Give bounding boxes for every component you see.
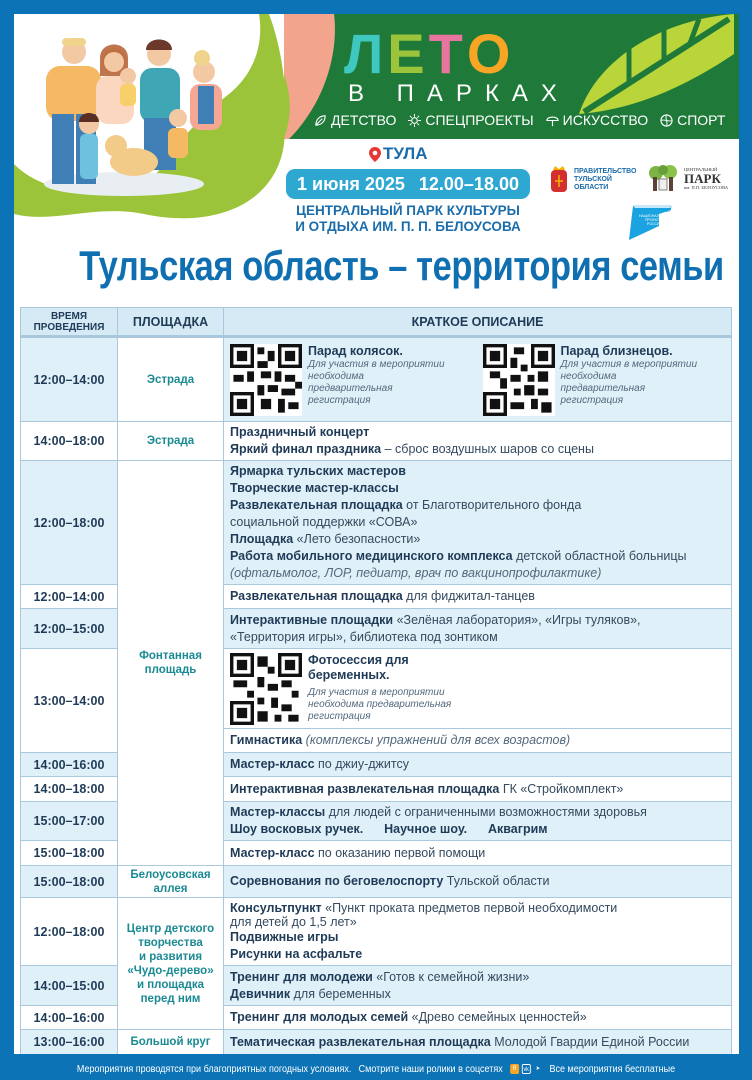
logo-letter: О: [466, 22, 515, 85]
event-note: (комплексы упражнений для всех возрастов): [302, 733, 571, 747]
gov-logo-text: ПРАВИТЕЛЬСТВО: [574, 168, 637, 175]
time-cell: 13:00–16:00: [21, 1030, 118, 1055]
footer-bar: [38, 1058, 715, 1080]
place-name: творчества: [138, 936, 203, 949]
category-special-projects: [408, 112, 533, 128]
logo-letter: Л: [344, 22, 388, 85]
venue-line: ЦЕНТРАЛЬНЫЙ ПАРК КУЛЬТУРЫ: [296, 203, 520, 218]
place-cell: Эстрада: [118, 337, 224, 422]
place-cell: [118, 461, 224, 866]
description-cell: [224, 777, 732, 802]
place-name: площадь: [144, 664, 197, 676]
event-detail: социальной поддержки «СОВА»: [230, 515, 418, 529]
event-detail: «Лето безопасности»: [293, 532, 421, 546]
event-date: 1 июня 2025: [297, 173, 405, 194]
event-name: Интерактивная развлекательная площадка: [230, 781, 500, 796]
time-cell: 14:00–18:00: [21, 777, 118, 802]
event-detail: для детей до 1,5 лет»: [230, 914, 357, 929]
time-cell: 14:00–16:00: [21, 1006, 118, 1030]
time-cell: 14:00–18:00: [21, 422, 118, 461]
event-detail: по джиу-джитсу: [314, 757, 409, 771]
note-line: предварительная: [308, 382, 393, 394]
place-cell: [118, 898, 224, 1030]
time-cell: 12:00–14:00: [21, 337, 118, 422]
event-time: 12.00–18.00: [418, 173, 519, 194]
table-row: [21, 898, 732, 966]
place-name: и развития: [138, 950, 203, 963]
time-cell: 12:00–15:00: [21, 609, 118, 649]
event-detail: для фиджитал-танцев: [402, 589, 535, 603]
poster: [14, 14, 739, 1054]
event-detail: Молодой Гвардии Единой России: [490, 1034, 690, 1049]
schedule-table: [20, 307, 732, 1054]
event-detail: для людей с ограниченными возможностями здоровья: [325, 805, 647, 819]
qr-event-title: Парад близнецов.: [560, 343, 673, 358]
logo-subtitle: В ПАРКАХ: [348, 80, 570, 107]
qr-code-icon[interactable]: [483, 344, 555, 416]
place-name: аллея: [153, 882, 188, 895]
sun-icon: [408, 114, 421, 127]
qr-event: [483, 344, 726, 416]
header-time: [21, 308, 118, 337]
header-text: ПРОВЕДЕНИЯ: [33, 321, 105, 333]
description-cell: [224, 898, 732, 966]
telegram-icon[interactable]: ➤: [533, 1064, 542, 1074]
note-line: регистрация: [560, 394, 624, 406]
time-cell: 15:00–17:00: [21, 802, 118, 841]
time-cell: 15:00–18:00: [21, 866, 118, 898]
park-logo-text: ЦЕНТРАЛЬНЫЙ: [684, 166, 718, 172]
event-name: Творческие мастер-классы: [230, 481, 399, 495]
event-detail: от Благотворительного фонда: [402, 498, 582, 512]
event-detail: Тульской области: [443, 874, 550, 888]
category-label: ДЕТСТВО: [331, 112, 397, 128]
note-line: Для участия в мероприятии: [308, 686, 445, 698]
description-cell: [224, 585, 732, 609]
logo-leto: [344, 24, 514, 84]
event-detail: «Территория игры», библиотека под зонтиком: [230, 629, 498, 644]
table-row: [21, 337, 732, 422]
map-pin-icon: [369, 147, 381, 162]
event-name: Работа мобильного медицинского комплекса: [230, 549, 513, 563]
category-label: СПЕЦПРОЕКТЫ: [425, 112, 534, 128]
note-line: необходима: [308, 370, 364, 382]
place-name: Центр детского: [126, 922, 215, 935]
gov-logo-text: ОБЛАСТИ: [574, 184, 609, 191]
category-sport: [660, 112, 725, 128]
yandex-zen-icon[interactable]: Я: [510, 1064, 519, 1074]
city-name: ТУЛА: [383, 144, 428, 163]
show-name: Научное шоу.: [384, 822, 468, 836]
event-date-time: [286, 169, 530, 199]
social-icons: [510, 1064, 542, 1074]
description-cell: [224, 866, 732, 898]
event-detail: «Готов к семейной жизни»: [372, 969, 530, 984]
note-line: Для участия в мероприятии: [308, 358, 445, 370]
qr-event-note: [561, 359, 698, 407]
qr-event: [230, 653, 520, 725]
social-note: Смотрите наши ролики в соцсетях: [358, 1063, 503, 1075]
place-name: и площадка: [136, 978, 205, 991]
event-name: Площадка: [230, 532, 294, 546]
time-cell: 15:00–18:00: [21, 841, 118, 866]
event-detail: по оказанию первой помощи: [314, 845, 486, 860]
umbrella-icon: [546, 114, 559, 127]
table-row: [21, 422, 732, 461]
qr-code-icon[interactable]: [230, 344, 302, 416]
note-line: необходима предварительная: [308, 698, 452, 710]
description-cell: [224, 841, 732, 866]
event-detail: ГК «Стройкомплект»: [499, 781, 624, 796]
event-detail: «Древо семейных ценностей»: [408, 1010, 587, 1024]
event-detail: детской областной больницы: [512, 549, 687, 563]
table-row: [21, 461, 732, 585]
description-cell: [224, 966, 732, 1006]
show-name: Шоу восковых ручек.: [230, 822, 364, 836]
show-name: Аквагрим: [487, 822, 548, 836]
qr-event: [230, 344, 473, 416]
leaf-decoration-icon: [569, 14, 739, 119]
np-logo-text: РОССИИ: [647, 222, 663, 226]
qr-event-note: [308, 687, 451, 723]
table-row: [21, 866, 732, 898]
category-art: [546, 112, 648, 128]
tula-government-logo: [549, 166, 636, 194]
description-cell: [224, 753, 732, 777]
event-name: Тренинг для молодежи: [230, 969, 373, 984]
event-name: Яркий финал праздника: [230, 442, 382, 456]
category-list: [314, 112, 725, 128]
place-cell: Эстрада: [118, 422, 224, 461]
time-cell: 12:00–14:00: [21, 585, 118, 609]
park-logo-text: ПАРК: [684, 170, 721, 186]
qr-event-note: [308, 359, 445, 407]
national-projects-logo: [619, 204, 675, 242]
free-events-note: Все мероприятия бесплатные: [549, 1063, 676, 1075]
time-cell: 13:00–14:00: [21, 649, 118, 753]
city-location: [369, 144, 428, 164]
park-logo-text: им. П.П. БЕЛОУСОВА: [684, 184, 729, 190]
description-cell: [224, 1006, 732, 1030]
category-childhood: [314, 112, 396, 128]
event-detail: «Зелёная лаборатория», «Игры туляков»,: [393, 612, 641, 627]
header-description: КРАТКОЕ ОПИСАНИЕ: [224, 308, 732, 337]
description-cell: [224, 729, 732, 753]
coat-of-arms-icon: [549, 166, 569, 194]
description-cell: [224, 802, 732, 841]
place-name: перед ним: [140, 992, 201, 1005]
event-detail: для беременных: [290, 986, 391, 1001]
description-cell: [224, 1030, 732, 1055]
place-cell: Большой круг: [118, 1030, 224, 1055]
event-note: (офтальмолог, ЛОР, педиатр, врач по вакцинопрофилактике): [230, 566, 602, 580]
description-cell: [224, 609, 732, 649]
event-name: Мастер-классы: [230, 805, 326, 819]
logo-letter: Е: [387, 22, 429, 85]
title-line: беременных.: [308, 667, 390, 682]
place-name: Фонтанная: [139, 650, 202, 662]
event-name: Консультпункт: [230, 900, 322, 915]
qr-event-title: Парад колясок.: [308, 343, 403, 358]
ball-icon: [660, 114, 673, 127]
np-logo-text: НАЦИОНАЛЬНЫЕ: [639, 214, 670, 218]
event-name: Развлекательная площадка: [230, 498, 403, 512]
event-name: Развлекательная площадка: [230, 589, 403, 603]
table-header-row: [21, 308, 732, 337]
note-line: необходима: [560, 370, 617, 382]
event-name: Праздничный концерт: [230, 425, 370, 439]
description-cell: [224, 422, 732, 461]
category-label: СПОРТ: [677, 112, 726, 128]
venue-line: И ОТДЫХА ИМ. П. П. БЕЛОУСОВА: [295, 219, 521, 234]
event-name: Тренинг для молодых семей: [230, 1010, 409, 1024]
place-cell: [118, 866, 224, 898]
qr-event-title: [308, 653, 451, 683]
time-cell: 14:00–15:00: [21, 966, 118, 1006]
place-name: Белоусовская: [130, 868, 211, 881]
leaf-icon: [314, 114, 327, 127]
header-text: ВРЕМЯ: [50, 310, 88, 322]
event-name: Тематическая развлекательная площадка: [230, 1034, 491, 1049]
description-cell: [224, 461, 732, 585]
time-cell: 12:00–18:00: [21, 461, 118, 585]
event-name: Ярмарка тульских мастеров: [230, 464, 406, 478]
place-name: «Чудо-дерево»: [127, 964, 214, 977]
np-logo-text: ПРОЕКТЫ: [645, 218, 663, 222]
note-line: Для участия в мероприятии: [560, 358, 698, 370]
event-name: Мастер-класс: [230, 757, 315, 771]
central-park-logo: [648, 165, 728, 191]
page-title: Тульская область – территория семьи: [79, 242, 724, 289]
np-logo-text: СЕМЬЯ: [659, 209, 670, 213]
hero-header: [14, 14, 739, 239]
category-label: ИСКУССТВО: [562, 112, 649, 128]
event-name: Соревнования по беговелоспорту: [230, 874, 444, 888]
title-line: Фотосессия для: [308, 652, 409, 667]
time-cell: 14:00–16:00: [21, 753, 118, 777]
header-place: ПЛОЩАДКА: [118, 308, 224, 337]
table-row: [21, 1030, 732, 1055]
event-detail: «Пункт проката предметов первой необходимости: [321, 900, 618, 915]
time-cell: 12:00–18:00: [21, 898, 118, 966]
event-name: Интерактивные площадки: [230, 612, 394, 627]
note-line: регистрация: [308, 710, 371, 722]
note-line: регистрация: [308, 394, 371, 406]
event-name: Рисунки на асфальте: [230, 946, 363, 961]
park-gate-icon: [648, 165, 678, 191]
event-name: Гимнастика: [230, 733, 303, 747]
vk-icon[interactable]: vk: [522, 1064, 531, 1074]
venue-name: [286, 203, 530, 235]
gov-logo-text: ТУЛЬСКОЙ: [574, 176, 612, 183]
event-name: Мастер-класс: [230, 845, 315, 860]
event-name: Девичник: [230, 986, 291, 1001]
event-name: Подвижные игры: [230, 929, 339, 944]
description-cell: [224, 649, 732, 729]
logo-letter: Т: [428, 22, 467, 85]
event-detail: – сброс воздушных шаров со сцены: [381, 442, 594, 456]
note-line: предварительная: [560, 382, 646, 394]
family-illustration: [14, 14, 314, 239]
weather-note: Мероприятия проводятся при благоприятных погодных условиях.: [76, 1063, 352, 1075]
description-cell: [224, 337, 732, 422]
qr-code-icon[interactable]: [230, 653, 302, 725]
